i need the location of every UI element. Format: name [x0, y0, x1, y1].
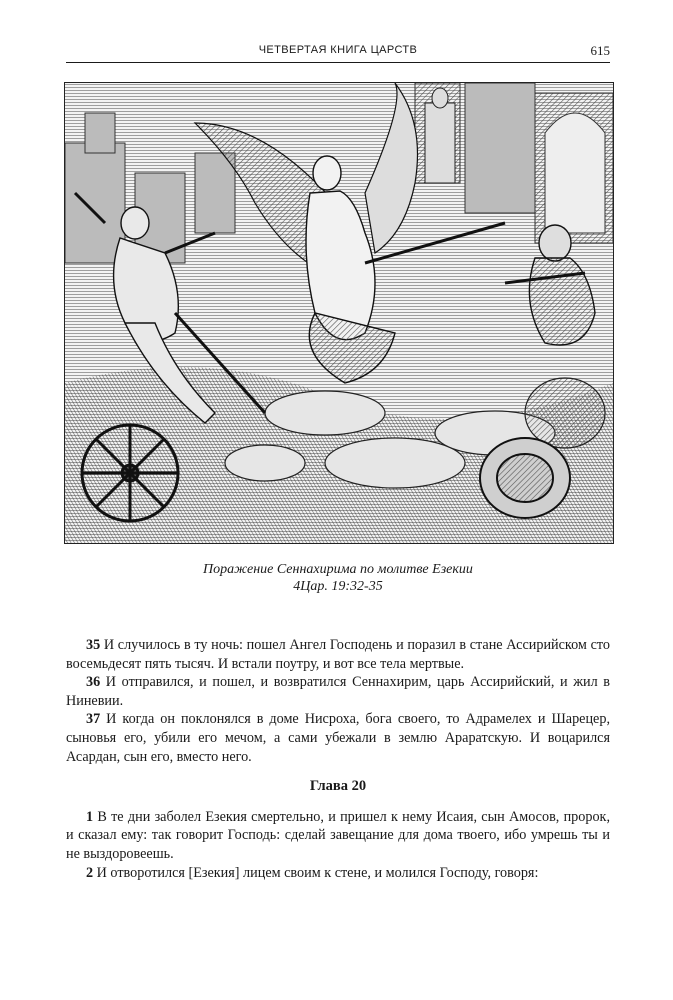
- illustration-caption: [66, 561, 610, 595]
- verse-text: И когда он поклонялся в доме Нисроха, бога своего, то Адрамелех и Шарецер, сыновья его, убили его мечом, а сами убежали в землю Араратскую. И воцарился Асардан, сын его, вместо него.: [66, 711, 610, 765]
- verse-text: И случилось в ту ночь: пошел Ангел Господень и поразил в стане Ассирийском сто восемьдесят пять тысяч. И встали поутру, и вот все тела мертвые.: [66, 637, 610, 672]
- scripture-text: [66, 636, 610, 882]
- verse-text: В те дни заболел Езекия смертельно, и пришел к нему Исаия, сын Амосов, пророк, и сказал ему: так говорит Господь: сделай завещание для дома твоего, ибо умрешь ты и не выздоровеешь.: [66, 808, 610, 862]
- verse: [66, 808, 610, 864]
- shield: [480, 438, 570, 518]
- caption-title: Поражение Сеннахирима по молитве Езекии: [203, 562, 473, 577]
- running-title: ЧЕТВЕРТАЯ КНИГА ЦАРСТВ: [258, 44, 418, 56]
- page-number: 615: [590, 43, 610, 58]
- verse-number: 35: [86, 637, 101, 653]
- running-head: [66, 42, 610, 63]
- verse-number: 1: [86, 808, 94, 825]
- verse: [66, 710, 610, 766]
- caption-reference: 4Цар. 19:32-35: [293, 579, 383, 594]
- verse: [66, 864, 610, 883]
- engraving-drawing: [65, 83, 613, 543]
- verse-number: 36: [86, 674, 101, 691]
- verse: [66, 673, 610, 710]
- engraving-illustration: [64, 82, 614, 544]
- verse-number: 37: [86, 711, 101, 728]
- verse-text: И отправился, и пошел, и возвратился Сеннахирим, царь Ассирийский, и жил в Ниневии.: [66, 674, 610, 709]
- chapter-heading: Глава 20: [309, 778, 367, 795]
- verse-number: 2: [86, 864, 94, 881]
- verse: [66, 636, 610, 673]
- chariot-wheel: [82, 425, 178, 521]
- verse-text: И отворотился [Езекия] лицем своим к стене, и молился Господу, говоря:: [93, 864, 539, 881]
